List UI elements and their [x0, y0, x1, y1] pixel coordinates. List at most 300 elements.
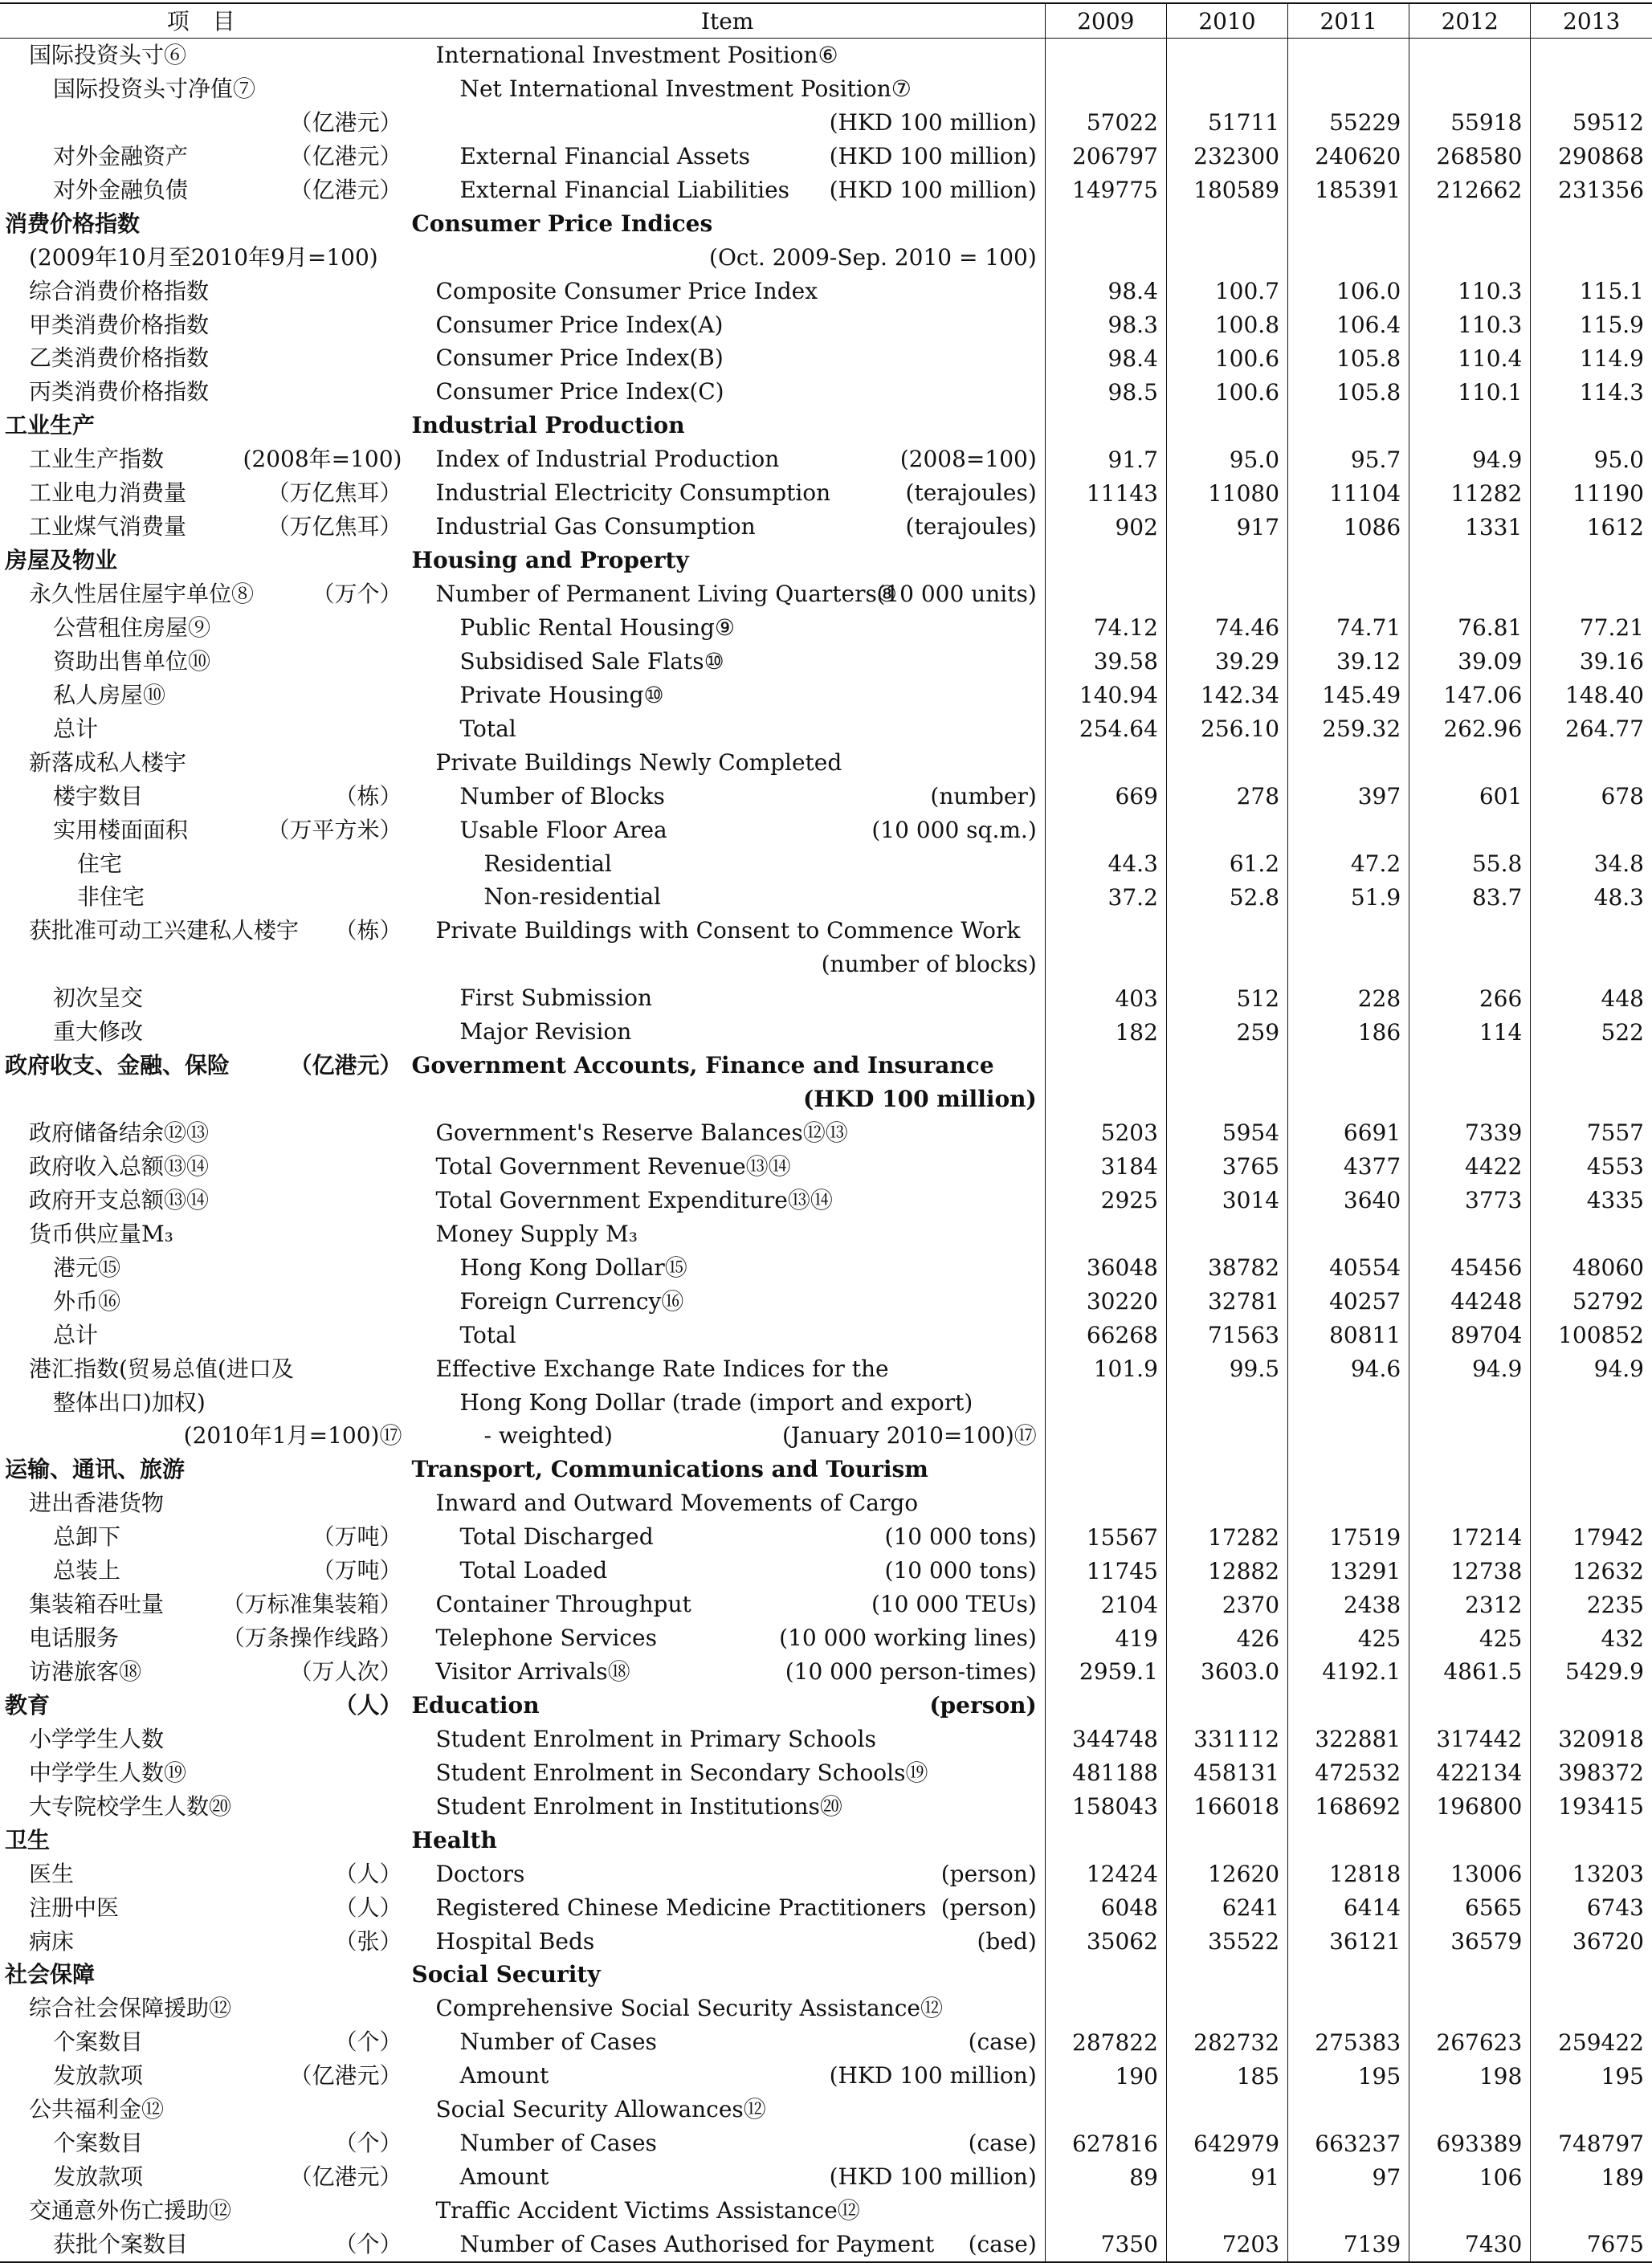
value-cell: 110.1 [1409, 375, 1531, 409]
english-item-cell [410, 1352, 1045, 1386]
value-cell: 678 [1531, 780, 1652, 813]
english-item-cell [410, 476, 1045, 510]
english-unit: (terajoules) [905, 479, 1037, 507]
table-row [0, 1419, 1652, 1453]
chinese-item-cell [0, 544, 410, 577]
chinese-label: 政府储备结余⑫⑬ [29, 1119, 210, 1146]
value-cell: 74.71 [1288, 611, 1409, 645]
value-cell: 76.81 [1409, 611, 1531, 645]
chinese-item-cell [0, 679, 410, 712]
chinese-item-cell [0, 39, 410, 72]
value-cell: 2370 [1166, 1588, 1287, 1621]
chinese-label: 综合社会保障援助⑫ [29, 1995, 232, 2022]
table-row [0, 2059, 1652, 2093]
english-item-cell [410, 880, 1045, 914]
english-label: Number of Cases [459, 2029, 657, 2056]
english-label: Effective Exchange Rate Indices for the [435, 1355, 889, 1382]
value-cell: 145.49 [1288, 679, 1409, 712]
chinese-item-cell [0, 1319, 410, 1352]
value-cell [1166, 746, 1287, 780]
value-cell: 195 [1531, 2059, 1652, 2093]
chinese-label: 丙类消费价格指数 [29, 378, 210, 406]
value-cell: 106 [1409, 2160, 1531, 2194]
value-cell [1409, 409, 1531, 442]
chinese-label: 楼宇数目 [53, 782, 144, 809]
chinese-item-cell [0, 1756, 410, 1790]
chinese-item-cell [0, 1150, 410, 1184]
value-cell: 267623 [1409, 2025, 1531, 2059]
value-cell: 344748 [1045, 1723, 1166, 1756]
value-cell: 106.4 [1288, 308, 1409, 342]
value-cell: 94.6 [1288, 1352, 1409, 1386]
value-cell [1288, 1049, 1409, 1083]
chinese-unit: （亿港元） [289, 176, 402, 203]
value-cell [1531, 1217, 1652, 1251]
value-cell: 2235 [1531, 1588, 1652, 1621]
value-cell: 115.1 [1531, 275, 1652, 308]
english-label: Student Enrolment in Institutions⑳ [435, 1792, 842, 1820]
chinese-label: 中学学生人数⑲ [29, 1759, 187, 1786]
english-label: Social Security [411, 1961, 601, 1988]
value-cell [1166, 1453, 1287, 1486]
header-year: 2013 [1531, 3, 1652, 39]
chinese-unit: （亿港元） [289, 108, 402, 136]
value-cell [1166, 577, 1287, 611]
english-item-cell [410, 308, 1045, 342]
value-cell [1409, 1958, 1531, 1992]
table-row [0, 611, 1652, 645]
chinese-unit: （万人次） [289, 1658, 402, 1685]
english-item-cell [410, 1251, 1045, 1285]
value-cell [1409, 39, 1531, 72]
english-label: Net International Investment Position⑦ [459, 75, 912, 102]
value-cell: 89704 [1409, 1319, 1531, 1352]
chinese-item-cell [0, 780, 410, 813]
table-row [0, 1857, 1652, 1891]
chinese-label: 社会保障 [5, 1961, 96, 1988]
value-cell [1531, 1386, 1652, 1420]
english-unit: (number) [930, 782, 1037, 809]
english-item-cell [410, 948, 1045, 981]
value-cell: 12882 [1166, 1554, 1287, 1588]
value-cell: 232300 [1166, 140, 1287, 173]
value-cell [1531, 746, 1652, 780]
header-year: 2010 [1166, 3, 1287, 39]
value-cell: 6414 [1288, 1891, 1409, 1925]
chinese-unit: （栋） [334, 917, 402, 944]
value-cell [1045, 2194, 1166, 2228]
value-cell [1045, 544, 1166, 577]
value-cell [1531, 241, 1652, 275]
chinese-unit: （个） [334, 2230, 402, 2257]
english-label: Amount [459, 2062, 549, 2090]
chinese-item-cell [0, 1925, 410, 1959]
english-item-cell [410, 241, 1045, 275]
value-cell [1288, 207, 1409, 241]
chinese-item-cell [0, 72, 410, 106]
value-cell: 259.32 [1288, 712, 1409, 746]
table-row [0, 577, 1652, 611]
english-unit: (HKD 100 million) [829, 2163, 1037, 2191]
value-cell: 282732 [1166, 2025, 1287, 2059]
value-cell [1166, 1824, 1287, 1857]
english-item-cell [410, 2025, 1045, 2059]
chinese-item-cell [0, 1285, 410, 1319]
english-item-cell [410, 1723, 1045, 1756]
value-cell: 99.5 [1166, 1352, 1287, 1386]
value-cell: 32781 [1166, 1285, 1287, 1319]
value-cell: 317442 [1409, 1723, 1531, 1756]
value-cell [1045, 813, 1166, 847]
table-row [0, 375, 1652, 409]
chinese-label: 发放款项 [53, 2062, 144, 2090]
chinese-label: 政府收入总额⑬⑭ [29, 1152, 210, 1180]
statistics-table [0, 2, 1652, 2263]
english-item-cell [410, 1486, 1045, 1520]
value-cell [1166, 1049, 1287, 1083]
value-cell: 2959.1 [1045, 1655, 1166, 1689]
value-cell: 110.4 [1409, 341, 1531, 375]
chinese-item-cell [0, 2093, 410, 2126]
value-cell: 458131 [1166, 1756, 1287, 1790]
chinese-item-cell [0, 1655, 410, 1689]
english-item-cell [410, 1958, 1045, 1992]
value-cell: 91 [1166, 2160, 1287, 2194]
value-cell: 13006 [1409, 1857, 1531, 1891]
english-label: Container Throughput [435, 1591, 691, 1618]
chinese-label: 外币⑯ [53, 1287, 121, 1315]
table-row [0, 510, 1652, 544]
english-item-cell [410, 780, 1045, 813]
value-cell: 36720 [1531, 1925, 1652, 1959]
value-cell [1166, 914, 1287, 948]
value-cell: 422134 [1409, 1756, 1531, 1790]
chinese-item-cell [0, 948, 410, 981]
chinese-label: 小学学生人数 [29, 1725, 165, 1752]
value-cell: 3014 [1166, 1184, 1287, 1217]
english-label: External Financial Assets [459, 142, 750, 169]
value-cell [1531, 72, 1652, 106]
table-row [0, 1386, 1652, 1420]
chinese-item-cell [0, 207, 410, 241]
value-cell: 94.9 [1409, 1352, 1531, 1386]
value-cell: 12818 [1288, 1857, 1409, 1891]
value-cell: 627816 [1045, 2126, 1166, 2160]
value-cell: 13203 [1531, 1857, 1652, 1891]
value-cell: 287822 [1045, 2025, 1166, 2059]
value-cell [1409, 2093, 1531, 2126]
chinese-label: 国际投资头寸净值⑦ [53, 75, 256, 102]
value-cell: 917 [1166, 510, 1287, 544]
chinese-item-cell [0, 847, 410, 881]
value-cell: 114 [1409, 1015, 1531, 1049]
value-cell: 7430 [1409, 2228, 1531, 2262]
chinese-unit: （人） [334, 1894, 402, 1921]
chinese-item-cell [0, 1015, 410, 1049]
value-cell [1288, 241, 1409, 275]
value-cell [1166, 1486, 1287, 1520]
value-cell: 331112 [1166, 1723, 1287, 1756]
english-label: Hong Kong Dollar⑮ [459, 1254, 687, 1281]
english-label: International Investment Position⑥ [435, 42, 838, 68]
value-cell: 322881 [1288, 1723, 1409, 1756]
chinese-label: 房屋及物业 [5, 547, 118, 574]
chinese-unit: （亿港元） [289, 1052, 402, 1079]
section-row [0, 1049, 1652, 1083]
chinese-label: 公营租住房屋⑨ [53, 614, 211, 641]
value-cell [1409, 241, 1531, 275]
chinese-label: 电话服务 [29, 1625, 120, 1652]
chinese-unit: (2008年=100) [243, 446, 402, 473]
english-label: Government Accounts, Finance and Insurance [411, 1052, 994, 1079]
value-cell [1288, 2093, 1409, 2126]
english-unit: (person) [940, 1860, 1037, 1887]
chinese-label: 港汇指数(贸易总值(进口及 [29, 1355, 294, 1382]
english-item-cell [410, 1419, 1045, 1453]
table-row [0, 442, 1652, 476]
value-cell: 51.9 [1288, 880, 1409, 914]
value-cell [1409, 1992, 1531, 2025]
english-item-cell [410, 1116, 1045, 1150]
value-cell [1531, 577, 1652, 611]
chinese-item-cell [0, 1352, 410, 1386]
value-cell: 663237 [1288, 2126, 1409, 2160]
section-row [0, 409, 1652, 442]
chinese-item-cell [0, 476, 410, 510]
chinese-label: 消费价格指数 [5, 210, 141, 237]
table-row [0, 72, 1652, 106]
value-cell: 2438 [1288, 1588, 1409, 1621]
value-cell [1288, 409, 1409, 442]
english-item-cell [410, 1621, 1045, 1655]
value-cell: 198 [1409, 2059, 1531, 2093]
english-item-cell [410, 1857, 1045, 1891]
value-cell: 11745 [1045, 1554, 1166, 1588]
chinese-item-cell [0, 1386, 410, 1420]
table-row [0, 1150, 1652, 1184]
english-label: Total Loaded [459, 1557, 608, 1584]
english-label: Transport, Communications and Tourism [411, 1456, 928, 1483]
table-row [0, 914, 1652, 948]
english-item-cell [410, 2059, 1045, 2093]
english-item-cell [410, 341, 1045, 375]
value-cell: 95.7 [1288, 442, 1409, 476]
chinese-label: 工业电力消费量 [29, 479, 187, 507]
value-cell [1531, 2093, 1652, 2126]
chinese-item-cell [0, 1689, 410, 1723]
table-row [0, 981, 1652, 1015]
value-cell [1531, 1958, 1652, 1992]
table-row [0, 1621, 1652, 1655]
value-cell [1409, 1217, 1531, 1251]
english-item-cell [410, 1083, 1045, 1116]
english-item-cell [410, 1992, 1045, 2025]
value-cell: 11080 [1166, 476, 1287, 510]
value-cell [1531, 1049, 1652, 1083]
chinese-item-cell [0, 1486, 410, 1520]
table-row [0, 2160, 1652, 2194]
table-row [0, 880, 1652, 914]
section-row [0, 1689, 1652, 1723]
value-cell [1045, 72, 1166, 106]
english-unit: (HKD 100 million) [829, 2062, 1037, 2090]
value-cell [1531, 948, 1652, 981]
english-item-cell [410, 712, 1045, 746]
english-label: Comprehensive Social Security Assistance⑫ [435, 1995, 943, 2022]
table-row [0, 712, 1652, 746]
section-row [0, 1824, 1652, 1857]
english-item-cell [410, 1015, 1045, 1049]
value-cell: 1086 [1288, 510, 1409, 544]
chinese-unit: （个） [334, 2029, 402, 2056]
table-row [0, 1520, 1652, 1554]
value-cell: 398372 [1531, 1756, 1652, 1790]
value-cell: 39.12 [1288, 645, 1409, 679]
value-cell: 98.3 [1045, 308, 1166, 342]
english-item-cell [410, 1891, 1045, 1925]
value-cell: 419 [1045, 1621, 1166, 1655]
value-cell [1166, 1992, 1287, 2025]
english-label: Government's Reserve Balances⑫⑬ [435, 1119, 848, 1146]
value-cell: 196800 [1409, 1790, 1531, 1824]
value-cell: 11190 [1531, 476, 1652, 510]
value-cell: 4335 [1531, 1184, 1652, 1217]
value-cell [1409, 746, 1531, 780]
english-item-cell [410, 1756, 1045, 1790]
section-row [0, 1958, 1652, 1992]
english-item-cell [410, 544, 1045, 577]
value-cell: 55.8 [1409, 847, 1531, 881]
english-label: Amount [459, 2163, 549, 2191]
english-label: Traffic Accident Victims Assistance⑫ [435, 2197, 860, 2224]
value-cell: 158043 [1045, 1790, 1166, 1824]
english-item-cell [410, 813, 1045, 847]
table-row [0, 1116, 1652, 1150]
chinese-label: 教育 [5, 1691, 51, 1719]
value-cell: 6565 [1409, 1891, 1531, 1925]
chinese-item-cell [0, 173, 410, 207]
value-cell [1166, 1958, 1287, 1992]
value-cell: 36579 [1409, 1925, 1531, 1959]
value-cell: 240620 [1288, 140, 1409, 173]
chinese-label: 国际投资头寸⑥ [29, 42, 187, 68]
table-row [0, 476, 1652, 510]
value-cell [1166, 72, 1287, 106]
english-label: External Financial Liabilities [459, 176, 790, 203]
value-cell: 115.9 [1531, 308, 1652, 342]
value-cell: 432 [1531, 1621, 1652, 1655]
value-cell: 45456 [1409, 1251, 1531, 1285]
value-cell: 98.4 [1045, 341, 1166, 375]
chinese-unit: （万标准集装箱） [222, 1591, 402, 1618]
chinese-label: 注册中医 [29, 1894, 120, 1921]
value-cell [1531, 1083, 1652, 1116]
value-cell: 39.29 [1166, 645, 1287, 679]
english-label: Major Revision [459, 1018, 632, 1046]
value-cell [1531, 914, 1652, 948]
chinese-label: 访港旅客⑱ [29, 1658, 142, 1685]
chinese-unit: （万亿焦耳） [267, 513, 402, 540]
value-cell [1288, 1958, 1409, 1992]
value-cell [1409, 207, 1531, 241]
table-row [0, 1319, 1652, 1352]
value-cell [1288, 577, 1409, 611]
value-cell: 190 [1045, 2059, 1166, 2093]
value-cell: 601 [1409, 780, 1531, 813]
english-label: Housing and Property [411, 547, 689, 574]
value-cell: 256.10 [1166, 712, 1287, 746]
table-row [0, 948, 1652, 981]
english-item-cell [410, 72, 1045, 106]
english-unit: (case) [968, 2230, 1037, 2257]
english-label: Education [411, 1691, 540, 1719]
english-item-cell [410, 2093, 1045, 2126]
english-unit: (January 2010=100)⑰ [781, 1422, 1037, 1450]
chinese-label: 医生 [29, 1860, 75, 1887]
english-label: First Submission [459, 985, 653, 1012]
value-cell: 522 [1531, 1015, 1652, 1049]
value-cell: 89 [1045, 2160, 1166, 2194]
chinese-item-cell [0, 1049, 410, 1083]
value-cell [1166, 39, 1287, 72]
table-row [0, 847, 1652, 881]
value-cell [1045, 577, 1166, 611]
english-label: Residential [483, 850, 612, 877]
chinese-item-cell [0, 2126, 410, 2160]
header-row [0, 3, 1652, 39]
english-unit: (10 000 units) [876, 581, 1037, 607]
chinese-label: 个案数目 [53, 2029, 144, 2056]
value-cell: 36121 [1288, 1925, 1409, 1959]
english-item-cell [410, 173, 1045, 207]
section-row [0, 1083, 1652, 1116]
table-row [0, 1790, 1652, 1824]
value-cell: 100.6 [1166, 375, 1287, 409]
value-cell: 278 [1166, 780, 1287, 813]
english-label: Hong Kong Dollar (trade (import and export) [459, 1388, 973, 1416]
value-cell [1166, 1419, 1287, 1453]
header-year: 2009 [1045, 3, 1166, 39]
english-unit: (bed) [977, 1927, 1037, 1955]
english-item-cell [410, 140, 1045, 173]
value-cell: 71563 [1166, 1319, 1287, 1352]
table-row [0, 308, 1652, 342]
value-cell: 472532 [1288, 1756, 1409, 1790]
value-cell [1288, 813, 1409, 847]
chinese-item-cell [0, 645, 410, 679]
chinese-unit: （亿港元） [289, 142, 402, 169]
value-cell [1288, 1386, 1409, 1420]
value-cell: 6241 [1166, 1891, 1287, 1925]
value-cell: 11143 [1045, 476, 1166, 510]
value-cell: 403 [1045, 981, 1166, 1015]
english-label: Doctors [435, 1860, 525, 1887]
value-cell: 264.77 [1531, 712, 1652, 746]
value-cell [1045, 241, 1166, 275]
table-row [0, 2126, 1652, 2160]
value-cell [1409, 1386, 1531, 1420]
value-cell: 231356 [1531, 173, 1652, 207]
english-item-cell [410, 375, 1045, 409]
value-cell [1409, 544, 1531, 577]
english-unit: (HKD 100 million) [829, 108, 1037, 136]
chinese-label: 对外金融负债 [53, 176, 189, 203]
value-cell: 61.2 [1166, 847, 1287, 881]
value-cell [1045, 1386, 1166, 1420]
english-label: Health [411, 1826, 497, 1853]
english-unit: (10 000 person-times) [785, 1658, 1037, 1685]
value-cell: 17214 [1409, 1520, 1531, 1554]
